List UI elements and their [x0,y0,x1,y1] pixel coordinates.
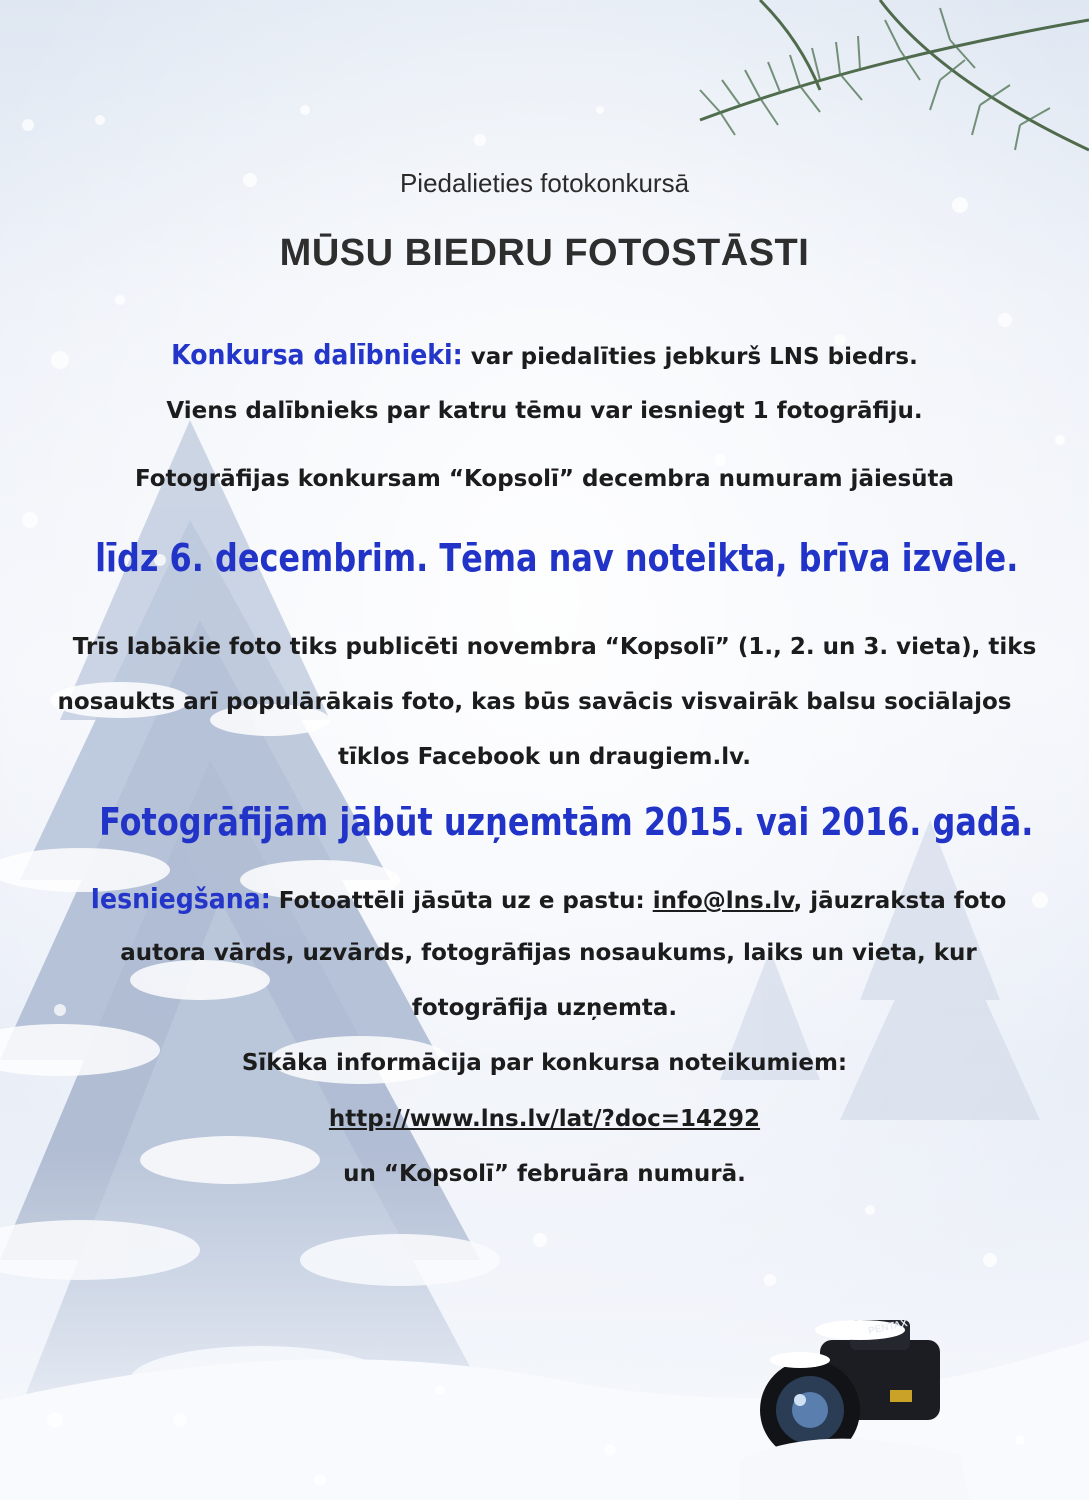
more-info-line-3: un “Kopsolī” februāra numurā. [343,1161,746,1187]
deadline-intro: Fotogrāfijas konkursam “Kopsolī” decembra numuram jāiesūta [134,466,955,492]
poster-headline: MŪSU BIEDRU FOTOSTĀSTI [279,232,810,274]
submission-line-2: autora vārds, uzvārds, fotogrāfijas nosaukums, laiks un vieta, kur [120,940,977,966]
winners-line-3: tīklos Facebook un draugiem.lv. [338,744,751,770]
years-notice: Fotogrāfijām jābūt uzņemtām 2015. vai 2016. gadā. [99,800,1034,844]
participants-rule: Viens dalībnieks par katru tēmu var iesniegt 1 fotogrāfiju. [166,398,923,424]
more-info-line-1: Sīkāka informācija par konkursa noteikumiem: [241,1050,848,1076]
winners-line-1: Trīs labākie foto tiks publicēti novembra “Kopsolī” (1., 2. un 3. vieta), tiks [72,634,1037,660]
email-link[interactable]: info@lns.lv [652,888,794,914]
intro-text: Piedalieties fotokonkursā [399,168,690,198]
winners-line-2: nosaukts arī populārākais foto, kas būs savācis visvairāk balsu sociālajos [57,689,1012,715]
participants-line [0,338,1089,371]
camera-brand-label: PENTAX [867,1317,909,1338]
more-info-url-row [0,1106,1089,1132]
submission-line-1 [4,882,1089,915]
submission-label: Iesniegšana: [90,882,271,915]
submission-line-3: fotogrāfija uzņemta. [411,995,678,1021]
deadline-highlight: līdz 6. decembrim. Tēma nav noteikta, brīva izvēle. [95,536,1019,580]
rules-url-link[interactable]: http://www.lns.lv/lat/?doc=14292 [328,1106,761,1132]
submission-text-after: , jāuzraksta foto [793,888,1007,914]
participants-text: var piedalīties jebkurš LNS biedrs. [462,344,918,370]
submission-text-before: Fotoattēli jāsūta uz e pastu: [270,888,653,914]
participants-label: Konkursa dalībnieki: [171,338,463,371]
